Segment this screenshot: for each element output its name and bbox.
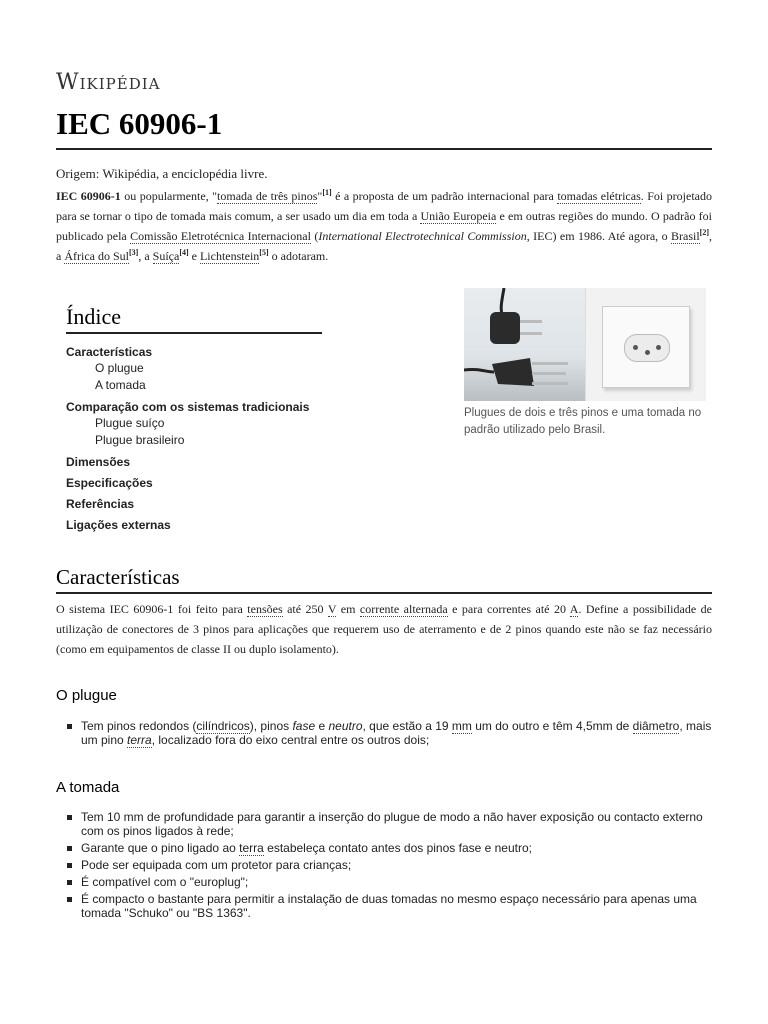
page-title: IEC 60906-1 [56,104,712,150]
toc-heading: Índice [66,304,322,334]
item-text: e [315,719,329,733]
intro-paragraph [56,186,712,266]
table-of-contents [66,304,322,533]
link-brasil[interactable]: Brasil [671,229,700,243]
link-tensoes[interactable]: tensões [247,602,283,616]
link-terra[interactable]: terra [127,733,152,747]
intro-text: " [317,189,323,203]
para-text: . Define a possibilidade de utilização de conectores de 3 pinos para aplicações que requerem uso de aterramento e de 2 pinos quando este não se faz necessário (como em equipamentos de classe II ou duplo isolamento). [56,602,712,656]
link-suica[interactable]: Suíça [152,249,180,263]
socket-face [624,334,670,362]
list-item: É compacto o bastante para permitir a instalação de duas tomadas no mesmo espaço necessário para apenas uma tomada "Schuko" ou "BS 1363". [56,892,712,920]
item-text: , localizado fora do eixo central entre os outros dois; [151,733,430,747]
intro-text: ou popularmente, " [120,189,218,203]
socket-plate [602,306,690,388]
item-text: , mais um pino [81,719,712,747]
subsection-heading-o-plugue: O plugue [56,687,117,704]
list-item [56,719,712,747]
item-text: um do outro e têm 4,5mm de [471,719,633,733]
intro-text: ( [310,229,319,243]
intro-text: , a [138,249,153,263]
term-fase: fase [292,719,316,733]
subsection-heading-a-tomada: A tomada [56,779,120,796]
plugs-illustration [464,288,585,401]
para-text: O sistema IEC 60906-1 foi feito para [56,602,248,616]
item-text: , que estão a 19 [362,719,452,733]
section-heading-caracteristicas: Características [56,564,712,594]
socket-hole [633,345,638,350]
tomada-list [56,810,712,923]
toc-item-a-tomada[interactable]: A tomada [95,378,146,392]
list-item [56,841,712,855]
intro-text: e [188,249,200,263]
ref-3[interactable]: [3] [128,248,139,257]
link-terra-2[interactable]: terra [239,841,264,855]
link-ampere[interactable]: A [569,602,579,616]
para-text: em [336,602,360,616]
toc-item-caracteristicas[interactable]: Características [66,345,153,359]
link-tomadas-eletricas[interactable]: tomadas elétricas [557,189,641,203]
link-lichtenstein[interactable]: Lichtenstein [199,249,260,263]
socket-hole [645,350,650,355]
toc-list [66,344,322,533]
para-text: até 250 [282,602,328,616]
toc-item-referencias[interactable]: Referências [66,497,135,511]
item-text: Garante que o pino ligado ao [81,841,240,855]
toc-item-ligacoes-externas[interactable]: Ligações externas [66,518,171,532]
toc-item-comparacao[interactable]: Comparação com os sistemas tradicionais [66,400,310,414]
intro-text: , a [56,229,712,263]
list-item: Pode ser equipada com um protetor para crianças; [56,858,712,872]
socket-hole [656,345,661,350]
term-neutro: neutro [328,719,363,733]
link-cilindricos[interactable]: cilíndricos [196,719,250,733]
list-item: Tem 10 mm de profundidade para garantir a inserção do plugue de modo a não haver exposição ou contacto externo com os pinos ligados à rede; [56,810,712,838]
link-corrente-alternada[interactable]: corrente alternada [359,602,448,616]
ref-4[interactable]: [4] [179,248,189,257]
ref-1[interactable]: [1] [322,188,332,197]
link-iec[interactable]: Comissão Eletrotécnica Internacional [130,229,311,243]
caracteristicas-paragraph [56,599,712,659]
list-item: É compatível com o "europlug"; [56,875,712,889]
ref-5[interactable]: [5] [259,248,269,257]
figure-caption: Plugues de dois e três pinos e uma tomada no padrão utilizado pelo Brasil. [464,407,702,436]
toc-item-o-plugue[interactable]: O plugue [95,361,144,375]
plug-figure [464,288,706,439]
intro-text: o adotaram. [268,249,329,263]
ref-2[interactable]: [2] [699,228,709,237]
intro-text: , IEC) em 1986. Até agora, o [526,229,671,243]
intro-text: é a proposta de um padrão internacional para [331,189,558,203]
link-diametro[interactable]: diâmetro [632,719,680,733]
plugue-list [56,719,712,750]
link-volt[interactable]: V [327,602,337,616]
link-africa-do-sul[interactable]: África do Sul [64,249,129,263]
toc-item-especificacoes[interactable]: Especificações [66,476,153,490]
item-text: estabeleça contato antes dos pinos fase e neutro; [263,841,532,855]
plugs-photo [464,288,585,401]
origin-note: Origem: Wikipédia, a enciclopédia livre. [56,166,268,181]
link-tomada-tres-pinos[interactable]: tomada de três pinos [217,189,318,203]
intro-term: IEC 60906-1 [56,189,121,203]
item-text: ), pinos [249,719,293,733]
intro-text: . Foi projetado para se tornar o tipo de tomada mais comum, a ser usado um dia em toda a [56,189,712,223]
wikipedia-logo[interactable]: Wikipédia [56,70,161,95]
para-text: e para correntes até 20 [447,602,570,616]
figure-photos[interactable] [464,288,706,401]
link-uniao-europeia[interactable]: União Europeia [420,209,497,223]
toc-item-plugue-brasileiro[interactable]: Plugue brasileiro [95,433,185,447]
item-text: Tem pinos redondos ( [81,719,197,733]
toc-item-dimensoes[interactable]: Dimensões [66,455,131,469]
link-mm[interactable]: mm [451,719,472,733]
iec-english-name: International Electrotechnical Commission [318,229,527,243]
intro-text: e em outras regiões do mundo. O padrão foi publicado pela [56,209,712,243]
toc-item-plugue-suico[interactable]: Plugue suíço [95,416,165,430]
socket-photo [585,288,706,401]
